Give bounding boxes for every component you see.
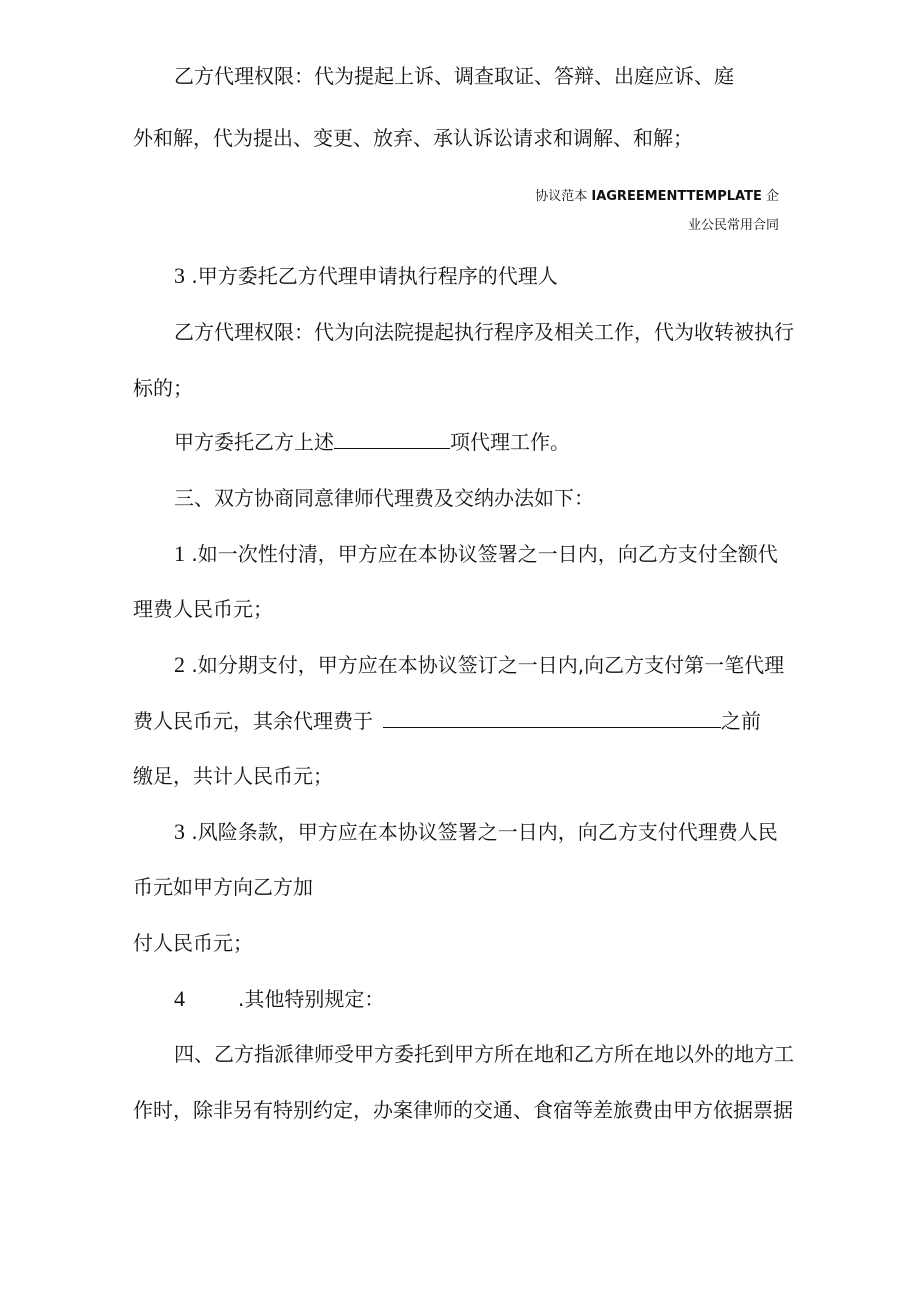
- paragraph-text: 缴足，共计人民币元；: [133, 764, 333, 788]
- paragraph-line: [174, 62, 734, 90]
- list-item: [174, 540, 778, 568]
- paragraph-text: 之前: [721, 709, 761, 733]
- paragraph-text: 外和解，代为提出、变更、放弃、承认诉讼请求和调解、和解；: [133, 126, 693, 150]
- paragraph-line: [133, 929, 253, 957]
- header-line2: 业公民常用合同: [687, 218, 779, 233]
- page-header-note: [535, 188, 779, 206]
- item-number: 1: [174, 541, 185, 566]
- page-header-subnote: [688, 217, 779, 235]
- paragraph-line: [133, 124, 693, 152]
- item-number: 2: [174, 652, 185, 677]
- section-title-text: 三、双方协商同意律师代理费及交纳办法如下：: [174, 486, 594, 510]
- item-text: .如一次性付清，甲方应在本协议签署之一日内，向乙方支付全额代: [191, 542, 778, 566]
- paragraph-line: [133, 873, 313, 901]
- paragraph-line: [133, 707, 761, 735]
- list-item: [174, 985, 384, 1013]
- paragraph-text: 币元如甲方向乙方加: [133, 875, 313, 899]
- paragraph-text: 乙方代理权限：代为向法院提起执行程序及相关工作，代为收转被执行: [174, 320, 794, 344]
- paragraph-line: [133, 1096, 793, 1124]
- header-brand: IAGREEMENTTEMPLATE: [591, 189, 762, 204]
- paragraph-text: 付人民币元；: [133, 931, 253, 955]
- paragraph-text: 甲方委托乙方上述: [174, 430, 334, 454]
- item-number: 4: [174, 986, 185, 1011]
- paragraph-text: 费人民币元，其余代理费于: [133, 709, 373, 733]
- paragraph-line: [174, 428, 570, 456]
- fill-in-blank[interactable]: [334, 428, 450, 449]
- paragraph-text: 作时，除非另有特别约定，办案律师的交通、食宿等差旅费由甲方依据票据: [133, 1098, 793, 1122]
- section-title: [174, 484, 594, 512]
- paragraph-line: [174, 318, 794, 346]
- paragraph-text: 理费人民币元；: [133, 597, 273, 621]
- paragraph-line: [133, 595, 273, 623]
- header-prefix: 协议范本: [535, 189, 592, 204]
- paragraph-text: 乙方代理权限：代为提起上诉、调查取证、答辩、出庭应诉、庭: [174, 64, 734, 88]
- header-suffix: 企: [761, 189, 779, 204]
- paragraph-line: [133, 762, 333, 790]
- paragraph-line: [174, 1040, 794, 1068]
- list-item: [174, 262, 558, 290]
- item-text: .风险条款，甲方应在本协议签署之一日内，向乙方支付代理费人民: [191, 820, 778, 844]
- item-number: 3: [174, 263, 185, 288]
- item-text: .其他特别规定：: [238, 987, 385, 1011]
- paragraph-line: [133, 374, 193, 402]
- paragraph-text: 项代理工作。: [450, 430, 570, 454]
- fill-in-blank[interactable]: [383, 707, 721, 728]
- item-text: .甲方委托乙方代理申请执行程序的代理人: [191, 264, 558, 288]
- list-item: [174, 818, 778, 846]
- paragraph-text: 四、乙方指派律师受甲方委托到甲方所在地和乙方所在地以外的地方工: [174, 1042, 794, 1066]
- item-text: .如分期支付，甲方应在本协议签订之一日内,向乙方支付第一笔代理: [191, 653, 785, 677]
- list-item: [174, 651, 784, 679]
- item-number: 3: [174, 819, 185, 844]
- paragraph-text: 标的；: [133, 376, 193, 400]
